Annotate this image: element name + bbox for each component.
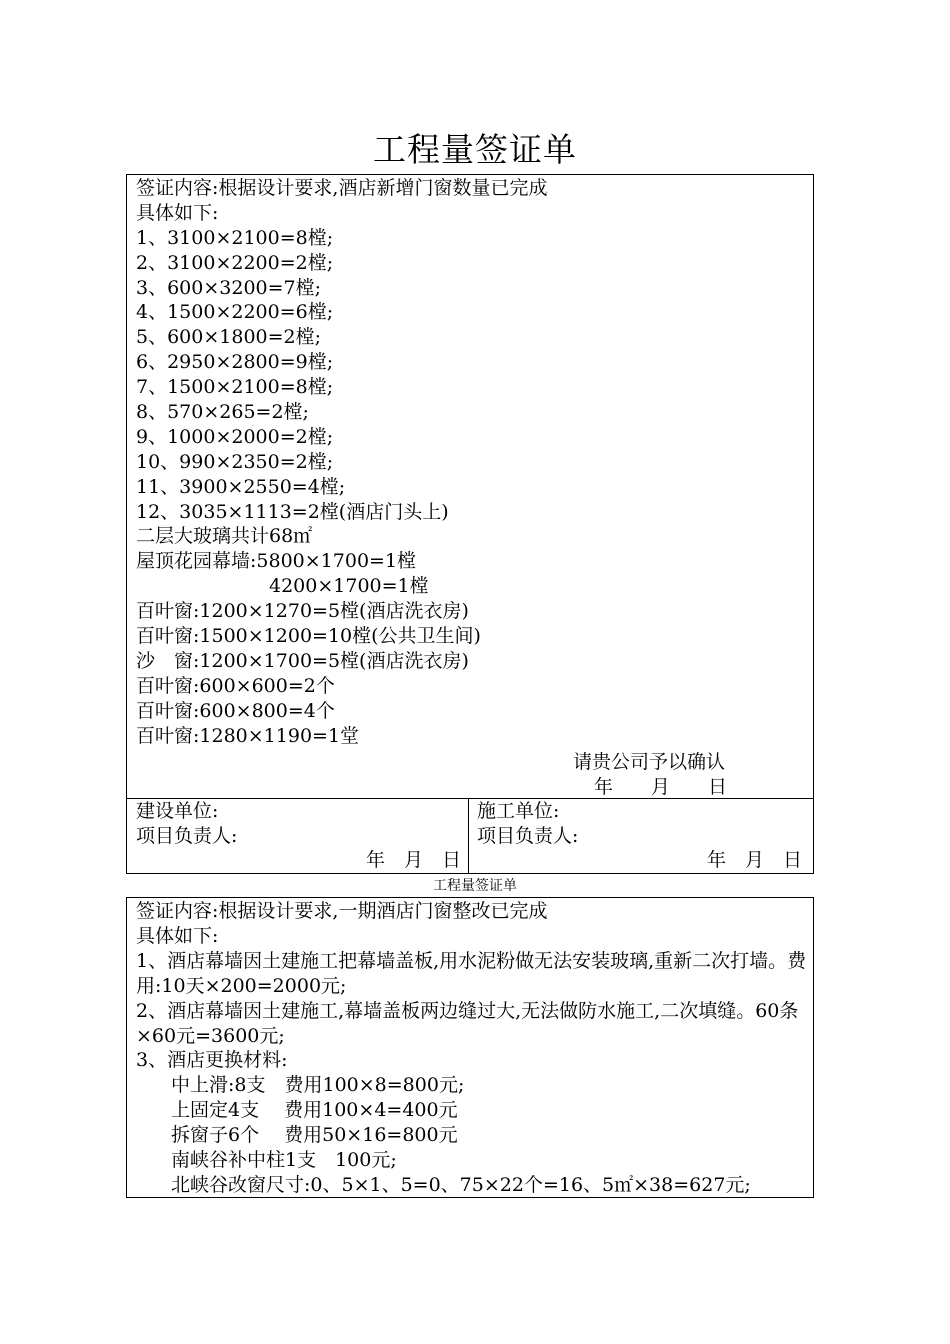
material-item: 拆窗子6个 费用50×16=800元 bbox=[171, 1124, 458, 1147]
content-line: 沙 窗:1200×1700=5樘(酒店洗衣房) bbox=[136, 649, 469, 672]
contractor-sign-date: 年 月 日 bbox=[707, 849, 803, 871]
visa-form-2 bbox=[126, 897, 814, 1198]
content-line: 7、1500×2100=8樘; bbox=[136, 376, 334, 399]
visa-content bbox=[136, 176, 809, 748]
owner-unit-label: 建设单位: bbox=[136, 800, 219, 822]
content-line: 2、酒店幕墙因土建施工,幕墙盖板两边缝过大,无法做防水施工,二次填缝。60条×60元=3600元; bbox=[136, 999, 799, 1047]
content-line: 百叶窗:600×600=2个 bbox=[136, 674, 335, 697]
content-line: 10、990×2350=2樘; bbox=[136, 450, 334, 473]
content-line: 3、600×3200=7樘; bbox=[136, 276, 322, 299]
confirm-request: 请贵公司予以确认 bbox=[573, 751, 726, 773]
content-line: 1、酒店幕墙因土建施工把幕墙盖板,用水泥粉做无法安装玻璃,重新二次打墙。费用:10天×200=2000元; bbox=[136, 949, 807, 997]
owner-person-label: 项目负责人: bbox=[136, 824, 238, 847]
content-line: 4200×1700=1樘 bbox=[136, 575, 429, 598]
contractor-cell bbox=[468, 799, 813, 874]
contractor-person-label: 项目负责人: bbox=[477, 824, 579, 847]
owner-sign-date: 年 月 日 bbox=[366, 849, 462, 871]
material-item: 南峡谷补中柱1支 100元; bbox=[171, 1148, 397, 1171]
content-line: 11、3900×2550=4樘; bbox=[136, 475, 346, 498]
content-line: 具体如下: bbox=[136, 201, 219, 224]
content-line: 签证内容:根据设计要求,一期酒店门窗整改已完成 bbox=[136, 900, 548, 922]
content-line: 3、酒店更换材料: bbox=[136, 1049, 288, 1072]
content-line: 4、1500×2200=6樘; bbox=[136, 301, 334, 324]
material-item: 北峡谷改窗尺寸:0、5×1、5=0、75×22个=16、5㎡×38=627元; bbox=[171, 1173, 751, 1196]
construction-owner-cell bbox=[136, 799, 466, 874]
content-line: 屋顶花园幕墙:5800×1700=1樘 bbox=[136, 550, 417, 573]
content-line: 2、3100×2200=2樘; bbox=[136, 251, 334, 274]
content-line: 签证内容:根据设计要求,酒店新增门窗数量已完成 bbox=[136, 177, 548, 199]
content-line: 8、570×265=2樘; bbox=[136, 401, 309, 424]
content-line: 6、2950×2800=9樘; bbox=[136, 351, 334, 374]
page-title: 工程量签证单 bbox=[373, 130, 577, 169]
signature-row bbox=[127, 798, 813, 874]
visa-content-2 bbox=[136, 899, 809, 1198]
material-item: 中上滑:8支 费用100×8=800元; bbox=[171, 1074, 465, 1097]
issue-date: 年 月 日 bbox=[594, 776, 728, 798]
content-line: 百叶窗:1200×1270=5樘(酒店洗衣房) bbox=[136, 600, 469, 623]
content-line: 二层大玻璃共计68㎡ bbox=[136, 525, 313, 548]
content-line: 百叶窗:600×800=4个 bbox=[136, 699, 335, 722]
contractor-unit-label: 施工单位: bbox=[477, 800, 560, 822]
content-line: 1、3100×2100=8樘; bbox=[136, 226, 334, 249]
content-line: 百叶窗:1280×1190=1堂 bbox=[136, 724, 360, 747]
content-line: 9、1000×2000=2樘; bbox=[136, 425, 334, 448]
content-line: 百叶窗:1500×1200=10樘(公共卫生间) bbox=[136, 625, 481, 648]
content-line: 具体如下: bbox=[136, 924, 219, 947]
page-title-2: 工程量签证单 bbox=[433, 878, 517, 894]
content-line: 12、3035×1113=2樘(酒店门头上) bbox=[136, 500, 449, 523]
material-item: 上固定4支 费用100×4=400元 bbox=[171, 1099, 458, 1122]
content-line: 5、600×1800=2樘; bbox=[136, 326, 322, 349]
visa-form-1 bbox=[126, 174, 814, 874]
